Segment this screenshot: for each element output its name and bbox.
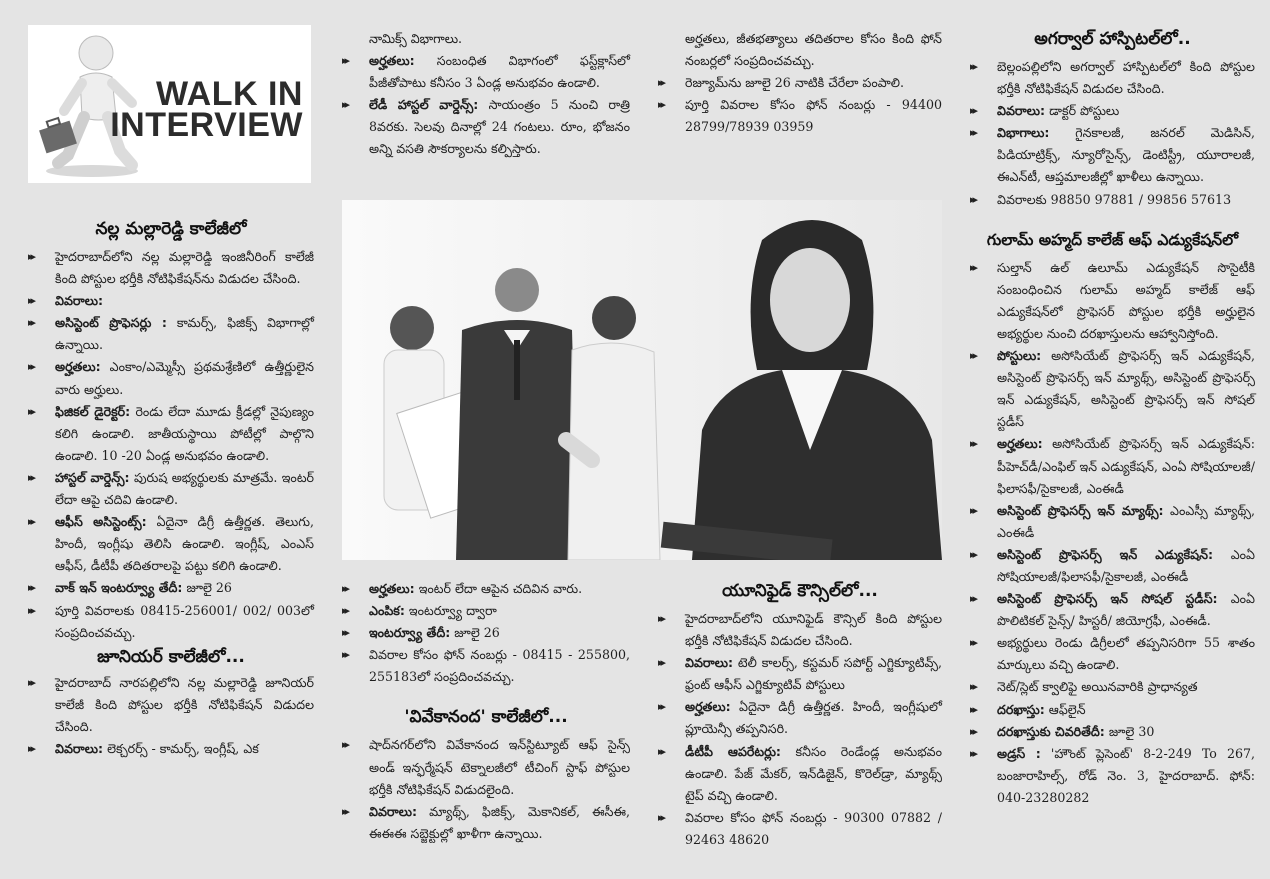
list-item: ▸▸ అడ్రస్ : 'హౌంట్ ప్లెసెంట్' 8-2-249 To 267, బంజారాహిల్స్, రోడ్ నెం. 3, హైదరాబాద్. ఫోన్: 040-23280282	[970, 745, 1255, 805]
section-list	[970, 56, 1255, 211]
section-heading: నల్ల మల్లారెడ్డి కాలేజీలో	[95, 219, 247, 239]
list-item: ▸▸ నెట్/స్లెట్ క్వాలిఫై అయినవారికి ప్రాధాన్యత	[970, 679, 1198, 695]
list-item: ▸▸ హైదరాబాద్ నారపల్లిలోని నల్ల మల్లారెడ్డి జూనియర్ కాలేజీ కింది పోస్టుల భర్తీకి నోటిఫికేషన్ విడుదల చేసింది.	[28, 674, 314, 734]
list-item: ▸▸ అర్హతలు: అసోసియేట్ ప్రొఫెసర్స్ ఇన్ ఎడ్యుకేషన్: పీహెచ్‌డీ/ఎంఫిల్ ఇన్ ఎడ్యుకేషన్, ఎంఏ సోషియాలజీ/ఫిలాసఫీ/సైకాలజీ, ఎంఈడీ	[970, 436, 1255, 496]
column-2-bottom-left	[342, 578, 630, 845]
column-2-top-left	[342, 28, 630, 161]
list-item: ▸▸ వివరాలు: డాక్టర్ పోస్టులు	[970, 103, 1120, 119]
list-item: ▸▸ రెజ్యూమ్‌ను జూలై 26 నాటికి చేరేలా పంపాలి.	[658, 75, 904, 91]
list-item: ▸▸ డీటీపీ ఆపరేటర్లు: కనీసం రెండేండ్ల అనుభవం ఉండాలి. పేజ్ మేకర్, ఇన్‌డిజైన్, కొరెల్‌డ్రా, మ్యాథ్స్ టైప్ వచ్చి ఉండాలి.	[658, 743, 942, 803]
continued-text: నామిక్స్ విభాగాలు.	[369, 31, 463, 46]
list-item: ▸▸ పూర్తి వివరాల కోసం ఫోన్ నంబర్లు - 94400 28799/78939 03959	[658, 97, 942, 135]
list-item: ▸▸ అర్హతలు: ఇంటర్ లేదా ఆపైన చదివిన వారు.	[342, 581, 583, 596]
list-item: ▸▸ అర్హతలు: ఏదైనా డిగ్రీ ఉత్తీర్ణత. హిందీ, ఇంగ్లీషులో ప్లూయెన్సీ తప్పనిసరి.	[658, 699, 942, 737]
section-heading: గులామ్ అహ్మద్ కాలేజ్ ఆఫ్ ఎడ్యుకేషన్‌లో	[986, 230, 1239, 249]
section-list	[970, 257, 1255, 809]
list-item: ▸▸ వివరాలు: లెక్చరర్స్ - కామర్స్, ఇంగ్లీష్, ఎక	[28, 740, 259, 756]
list-item: ▸▸ ఎంపిక: ఇంటర్వ్యూ ద్వారా	[342, 603, 497, 619]
list-item: ▸▸ లేడీ హాస్టల్ వార్డెన్స్: సాయంత్రం 5 నుంచి రాత్రి 8వరకు. సెలవు దినాల్లో 24 గంటలు. రూం, భోజనం అన్ని వసతి సౌకర్యాలను కల్పిస్తారు.	[342, 97, 631, 157]
column-1	[28, 218, 314, 760]
list-item: ▸▸ అసిస్టెంట్ ప్రొఫెసర్స్ ఇన్ ఎడ్యుకేషన్: ఎంఏ సోషియాలజీ/ఫిలాసఫీ/సైకాలజీ, ఎంఈడీ	[970, 546, 1255, 584]
list-item: ▸▸ ఆఫీస్ అసిస్టెంట్స్: ఏదైనా డిగ్రీ ఉత్తీర్ణత. తెలుగు, హిందీ, ఇంగ్లీషు తెలిసి ఉండాలి. ఇంగ్లీష్, ఎంఎస్ ఆఫీస్, డీటీపీ తదితరాలపై పట్టు కలిగి ఉండాలి.	[28, 514, 314, 574]
list-item: ▸▸ వివరాలు: మ్యాథ్స్, ఫిజిక్స్, మెకానికల్, ఈసీఈ, ఈఈఈ సబ్జెక్టుల్లో ఖాళీగా ఉన్నాయి.	[342, 803, 630, 841]
list-item: ▸▸ దరఖాస్తు: ఆఫ్‌లైన్	[970, 701, 1086, 717]
list-item: ▸▸ పూర్తి వివరాలకు 08415-256001/ 002/ 003లో సంప్రదించవచ్చు.	[28, 602, 314, 640]
office-people-photo	[342, 200, 942, 560]
column-3	[970, 28, 1255, 809]
section-list	[658, 72, 942, 138]
list-item: ▸▸ హైదరాబాద్‌లోని యూనిఫైడ్ కౌన్సిల్ కింది పోస్టుల భర్తీకి నోటిఫికేషన్ విడుదల చేసింది.	[658, 611, 942, 649]
section-list	[342, 734, 630, 844]
list-item: ▸▸ వాక్ ఇన్ ఇంటర్వ్యూ తేదీ: జూలై 26	[28, 580, 232, 596]
list-item: ▸▸ అసిస్టెంట్ ప్రొఫెసర్స్ ఇన్ మ్యాథ్స్: ఎంఎస్సీ మ్యాథ్స్, ఎంఈడీ	[970, 502, 1256, 540]
list-item: ▸▸ అర్హతలు: సంబంధిత విభాగంలో ఫస్ట్‌క్లాస్‌లో పీజీతోపాటు కనీసం 3 ఏండ్ల అనుభవం ఉండాలి.	[342, 53, 630, 91]
list-item: ▸▸ విభాగాలు: గైనకాలజీ, జనరల్ మెడిసిన్, పిడియాట్రిక్స్, న్యూరోసైన్స్, డెంటిస్ట్రీ, యూరాలజీ, ఈఎన్‌టీ, ఆప్తమాలజీల్లో ఖాళీలు ఉన్నాయి.	[970, 125, 1255, 185]
walk-in-interview-image	[28, 25, 311, 183]
walk-in-interview-title: WALK IN INTERVIEW	[110, 75, 303, 144]
list-item: ▸▸ వివరాలు: టెలీ కాలర్స్, కస్టమర్ సపోర్ట్ ఎగ్జిక్యూటివ్స్, ఫ్రంట్ ఆఫీస్ ఎగ్జిక్యూటివ్ పోస్టులు	[658, 655, 942, 693]
list-item: ▸▸ అసిస్టెంట్ ప్రొఫెసర్లు : కామర్స్, ఫిజిక్స్ విభాగాల్లో ఉన్నాయి.	[28, 315, 314, 353]
section-list	[342, 578, 630, 688]
list-item: ▸▸ అసిస్టెంట్ ప్రొఫెసర్స్ ఇన్ సోషల్ స్టడీస్: ఎంఏ పొలిటికల్ సైన్స్/ హిస్టరీ/ జియోగ్రఫీ, ఎంఈడీ.	[970, 591, 1255, 629]
list-item: ▸▸ హాస్టల్ వార్డెన్స్: పురుష అభ్యర్థులకు మాత్రమే. ఇంటర్ లేదా ఆపై చదివి ఉండాలి.	[28, 469, 315, 508]
list-item: ▸▸ వివరాల కోసం ఫోన్ నంబర్లు - 90300 07882 / 92463 48620	[658, 809, 942, 847]
list-item: ▸▸ సుల్తాన్ ఉల్ ఉలూమ్ ఎడ్యుకేషన్ సొసైటీకి సంబంధించిన గులామ్ అహ్మద్ కాలేజ్ ఆఫ్ ఎడ్యుకేషన్‌లో ప్రొఫెసర్ పోస్టుల భర్తీకి అర్హులైన అభ్యర్థుల నుంచి దరఖాస్తులను ఆహ్వానిస్తోంది.	[970, 259, 1255, 341]
list-item: ▸▸ బెల్లంపల్లిలోని అగర్వాల్ హాస్పిటల్‌లో కింది పోస్టుల భర్తీకి నోటిఫికేషన్ విడుదల చేసింది.	[970, 59, 1255, 97]
section-list	[28, 672, 314, 760]
list-item: ▸▸ ఇంటర్వ్యూ తేదీ: జూలై 26	[342, 625, 500, 641]
list-item: ▸▸ అభ్యర్థులు రెండు డిగ్రీలలో తప్పనిసరిగా 55 శాతం మార్కులు వచ్చి ఉండాలి.	[970, 635, 1255, 673]
list-item: ▸▸ పోస్టులు: అసోసియేట్ ప్రొఫెసర్స్ ఇన్ ఎడ్యుకేషన్, అసిస్టెంట్ ప్రొఫెసర్స్ ఇన్ మ్యాథ్స్, అసిస్టెంట్ ప్రొఫెసర్స్ ఇన్ ఎడ్యుకేషన్, అసిస్టెంట్ ప్రొఫెసర్స్ ఇన్ సోషల్ స్టడీస్	[970, 348, 1255, 430]
office-people-illustration	[342, 200, 942, 560]
section-list	[658, 608, 942, 851]
column-2-top-right	[658, 28, 942, 138]
list-item: ▸▸ వివరాల కోసం ఫోన్ నంబర్లు - 08415 - 255800, 255183లో సంప్రదించవచ్చు.	[342, 647, 630, 685]
list-item: ▸▸ దరఖాస్తుకు చివరితేదీ: జూలై 30	[970, 723, 1155, 739]
list-item: ▸▸ వివరాలు:	[28, 293, 104, 309]
section-heading: అగర్వాల్ హాస్పిటల్‌లో..	[1034, 29, 1191, 49]
list-item: ▸▸ షాద్‌నగర్‌లోని వివేకానంద ఇన్‌స్టిట్యూట్ ఆఫ్ సైన్స్ అండ్ ఇన్ఫర్మేషన్ టెక్నాలజీలో టీచింగ్ స్టాఫ్ పోస్టుల భర్తీకి నోటిఫికేషన్ విడుదలైంది.	[342, 737, 630, 797]
list-item: ▸▸ అర్హతలు: ఎంకాం/ఎమ్మెస్సీ ప్రథమశ్రేణిలో ఉత్తీర్ణులైన వారు అర్హులు.	[28, 359, 314, 397]
list-item: ▸▸ వివరాలకు 98850 97881 / 99856 57613	[970, 191, 1232, 207]
section-heading: యూనిఫైడ్ కౌన్సిల్‌లో...	[722, 581, 878, 601]
section-list	[342, 50, 630, 160]
section-list	[28, 246, 314, 644]
list-item: ▸▸ హైదరాబాద్‌లోని నల్ల మల్లారెడ్డి ఇంజినీరింగ్ కాలేజీ కింది పోస్టుల భర్తీకి నోటిఫికేషన్‌ను విడుదల చేసింది.	[28, 249, 314, 287]
continued-text: అర్హతలు, జీతభత్యాలు తదితరాల కోసం కింది ఫోన్ నంబర్లలో సంప్రదించవచ్చు.	[685, 31, 942, 69]
section-heading: జూనియర్ కాలేజీలో...	[97, 646, 245, 667]
column-2-bottom-right	[658, 578, 942, 851]
list-item: ▸▸ ఫిజికల్ డైరెక్టర్: రెండు లేదా మూడు క్రీడల్లో నైపుణ్యం కలిగి ఉండాలి. జాతీయస్థాయి పోటీల్లో పాల్గొని ఉండాలి. 10 -20 ఏండ్ల అనుభవం ఉండాలి.	[28, 403, 314, 463]
section-heading: 'వివేకానంద' కాలేజీలో...	[404, 707, 568, 728]
